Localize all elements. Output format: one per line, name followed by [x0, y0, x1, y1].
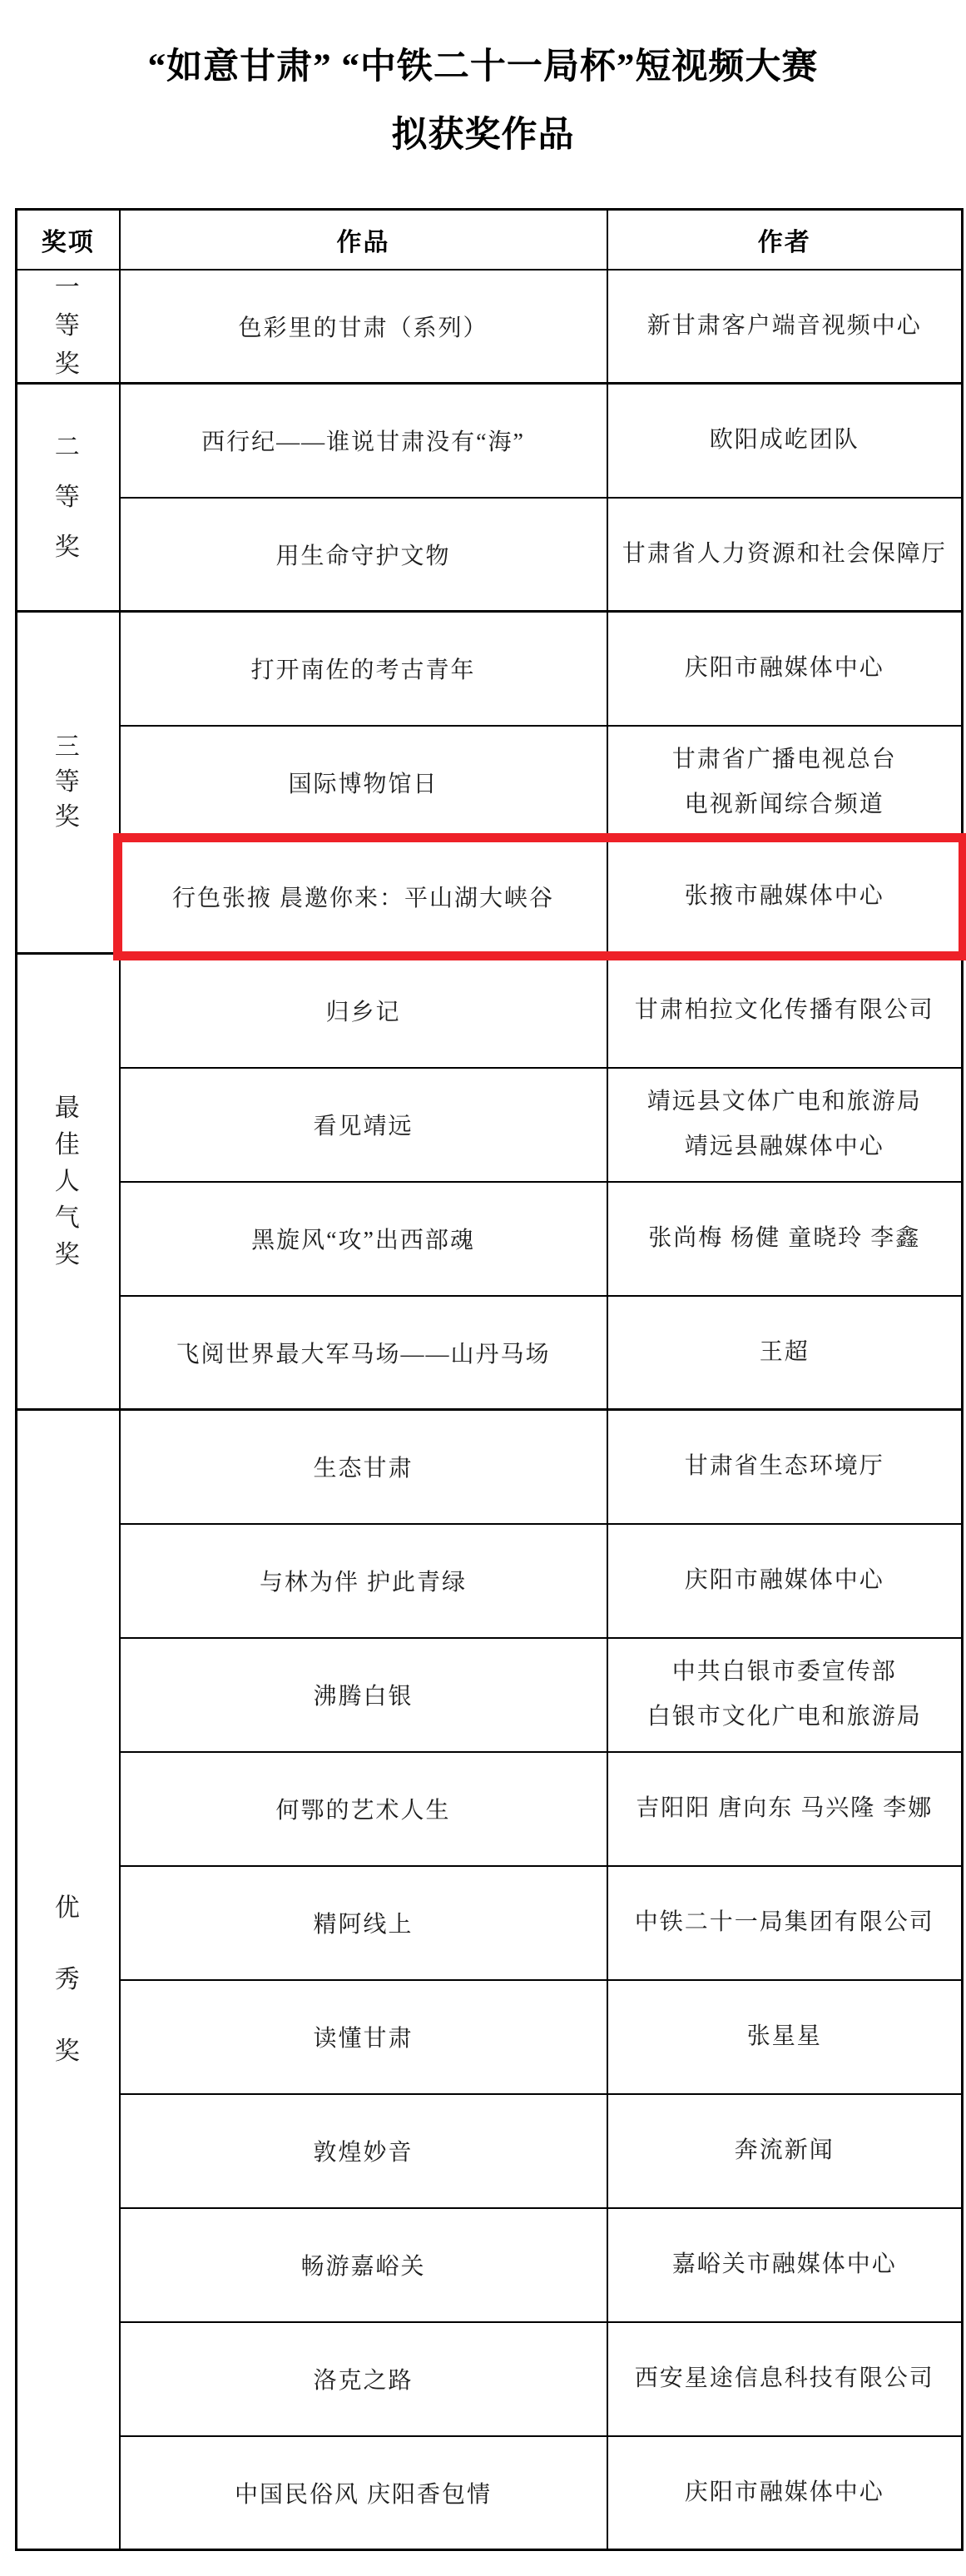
work-title-cell: 飞阅世界最大军马场——山丹马场 — [120, 1296, 607, 1410]
author-cell — [607, 1182, 963, 1296]
table-row — [17, 1752, 963, 1866]
work-title-cell: 何鄂的艺术人生 — [120, 1752, 607, 1866]
author-cell — [607, 498, 963, 612]
work-title-cell: 读懂甘肃 — [120, 1980, 607, 2094]
author-cell — [607, 840, 963, 954]
table-row — [17, 954, 963, 1068]
author-line: 靖远县融媒体中心 — [684, 1134, 884, 1159]
work-title-cell: 与林为伴 护此青绿 — [120, 1524, 607, 1638]
award-category-cell — [17, 1410, 120, 2550]
table-row — [17, 726, 963, 840]
work-title-cell: 中国民俗风 庆阳香包情 — [120, 2436, 607, 2550]
award-category-label: 最 佳 人 气 奖 — [54, 1094, 82, 1268]
work-title-cell: 国际博物馆日 — [120, 726, 607, 840]
header-work-column: 作品 — [120, 210, 607, 270]
table-row — [17, 1980, 963, 2094]
work-title-cell: 敦煌妙音 — [120, 2094, 607, 2208]
work-title-cell: 打开南佐的考古青年 — [120, 612, 607, 726]
award-category-label: 优 秀 奖 — [54, 1894, 82, 2065]
table-row — [17, 384, 963, 498]
work-title-cell: 看见靖远 — [120, 1068, 607, 1182]
author-line: 甘肃省生态环境厅 — [684, 1453, 884, 1480]
author-cell — [607, 2436, 963, 2550]
author-cell — [607, 1296, 963, 1410]
author-line: 庆阳市融媒体中心 — [684, 1567, 884, 1593]
table-row — [17, 1638, 963, 1752]
author-line: 张星星 — [746, 2023, 822, 2049]
work-title-cell: 洛克之路 — [120, 2322, 607, 2436]
table-row — [17, 1410, 963, 1524]
author-line: 嘉峪关市融媒体中心 — [671, 2251, 897, 2277]
author-line: 甘肃省广播电视总台 — [671, 747, 897, 772]
table-row — [17, 1182, 963, 1296]
header-author-column: 作者 — [607, 210, 963, 270]
table-row — [17, 1866, 963, 1980]
author-cell — [607, 270, 963, 384]
author-line: 甘肃省人力资源和社会保障厅 — [622, 540, 947, 567]
author-line: 奔流新闻 — [734, 2137, 835, 2163]
table-row — [17, 1524, 963, 1638]
work-title-cell: 用生命守护文物 — [120, 498, 607, 612]
work-title-cell: 行色张掖 晨邀你来：平山湖大峡谷 — [120, 840, 607, 954]
award-category-cell — [17, 270, 120, 384]
author-line: 靖远县文体广电和旅游局 — [646, 1089, 922, 1114]
work-title-cell: 精阿线上 — [120, 1866, 607, 1980]
work-title-cell: 生态甘肃 — [120, 1410, 607, 1524]
author-cell — [607, 1524, 963, 1638]
table-row — [17, 840, 963, 954]
award-category-cell — [17, 954, 120, 1410]
table-header-row — [17, 210, 963, 270]
author-cell — [607, 1980, 963, 2094]
table-row — [17, 270, 963, 384]
author-line: 西安星途信息科技有限公司 — [634, 2365, 934, 2391]
author-line: 电视新闻综合频道 — [684, 792, 884, 817]
author-cell — [607, 1866, 963, 1980]
author-line: 张尚梅 杨健 童晓玲 李鑫 — [648, 1225, 921, 1251]
table-row — [17, 2436, 963, 2550]
table-row — [17, 1068, 963, 1182]
author-cell — [607, 1068, 963, 1182]
author-line: 庆阳市融媒体中心 — [684, 2479, 884, 2505]
table-row — [17, 2208, 963, 2322]
award-category-cell — [17, 612, 120, 954]
work-title-cell: 畅游嘉峪关 — [120, 2208, 607, 2322]
work-title-cell: 色彩里的甘肃（系列） — [120, 270, 607, 384]
author-cell — [607, 954, 963, 1068]
author-line: 吉阳阳 唐向东 马兴隆 李娜 — [636, 1795, 934, 1821]
author-cell — [607, 1638, 963, 1752]
author-line: 王超 — [759, 1338, 810, 1365]
awards-table — [15, 208, 964, 2551]
author-cell — [607, 1752, 963, 1866]
author-line: 甘肃柏拉文化传播有限公司 — [634, 997, 934, 1024]
table-row — [17, 2094, 963, 2208]
author-cell — [607, 2094, 963, 2208]
author-cell — [607, 2322, 963, 2436]
table-row — [17, 1296, 963, 1410]
author-line: 庆阳市融媒体中心 — [684, 655, 884, 682]
table-row — [17, 612, 963, 726]
table-row — [17, 498, 963, 612]
table-row — [17, 2322, 963, 2436]
title-line-1: “如意甘肃” “中铁二十一局杯”短视频大赛 — [147, 47, 819, 87]
author-cell — [607, 1410, 963, 1524]
author-cell — [607, 384, 963, 498]
author-line: 中铁二十一局集团有限公司 — [634, 1909, 934, 1935]
author-line: 张掖市融媒体中心 — [684, 882, 884, 909]
author-cell — [607, 612, 963, 726]
work-title-cell: 沸腾白银 — [120, 1638, 607, 1752]
award-category-label: 三 等 奖 — [54, 733, 82, 831]
header-award-column: 奖项 — [17, 210, 120, 270]
author-cell — [607, 2208, 963, 2322]
author-cell — [607, 726, 963, 840]
work-title-cell: 归乡记 — [120, 954, 607, 1068]
author-line: 白银市文化广电和旅游局 — [646, 1704, 922, 1730]
author-line: 新甘肃客户端音视频中心 — [646, 312, 922, 339]
document-title — [0, 33, 966, 170]
award-category-label: 二 等 奖 — [54, 433, 82, 561]
award-category-label: 一 等 奖 — [54, 273, 82, 378]
author-line: 欧阳成屹团队 — [709, 427, 859, 454]
author-line: 中共白银市委宣传部 — [671, 1659, 897, 1685]
award-category-cell — [17, 384, 120, 612]
title-line-2: 拟获奖作品 — [391, 116, 575, 155]
work-title-cell: 黑旋风“攻”出西部魂 — [120, 1182, 607, 1296]
work-title-cell: 西行纪——谁说甘肃没有“海” — [120, 384, 607, 498]
